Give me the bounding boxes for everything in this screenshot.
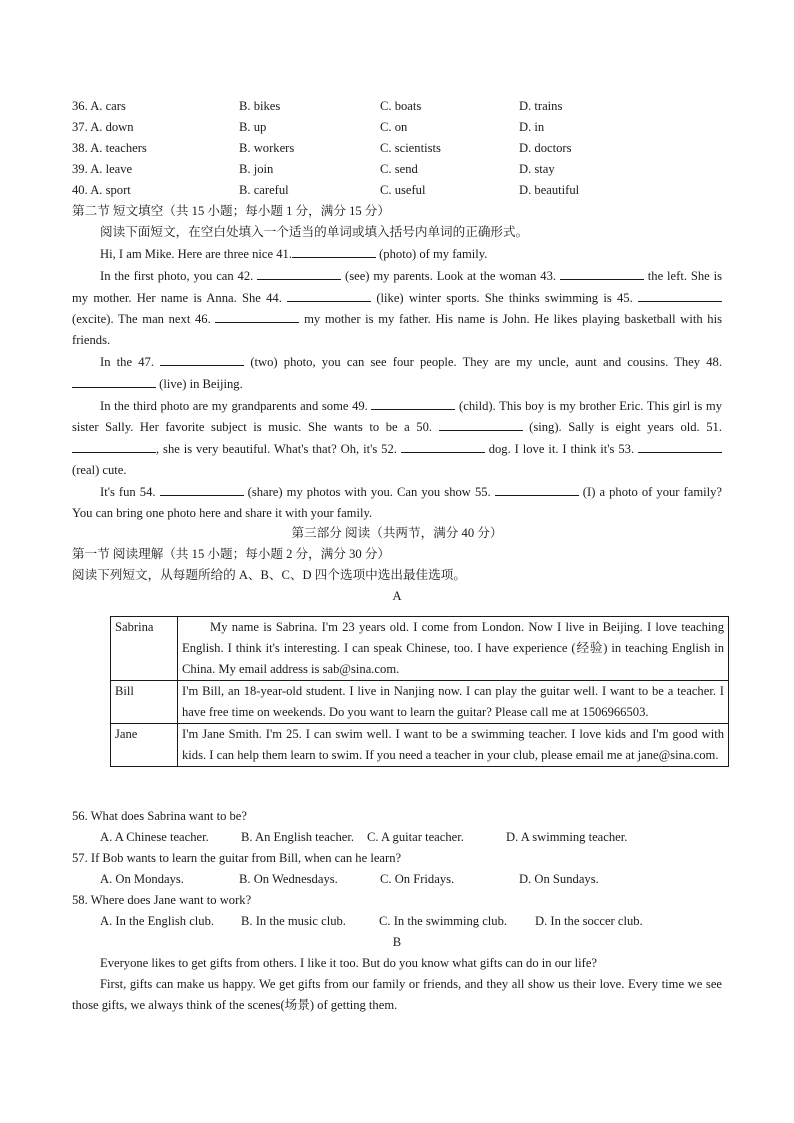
option-a: 40. A. sport: [72, 183, 131, 197]
exam-page: [72, 96, 722, 607]
question-58-stem: 58. Where does Jane want to work?: [72, 893, 252, 907]
option-d: D. trains: [519, 99, 563, 113]
answer-blank-42[interactable]: [257, 265, 341, 280]
answer-blank-52[interactable]: [401, 438, 485, 453]
cloze-paragraph-1: [72, 243, 722, 265]
text-run: (I) a photo of your family? You can bring one photo here and share it with your family.: [72, 484, 722, 520]
option-b: B. join: [239, 162, 274, 176]
ads-table: [110, 616, 729, 767]
question-57-options: [72, 869, 722, 890]
option-c[interactable]: C. In the swimming club.: [379, 914, 508, 928]
table-row: [111, 617, 729, 681]
part3-section1-heading: 第一节 阅读理解（共 15 小题；每小题 2 分，满分 30 分）: [72, 547, 390, 562]
answer-blank-53[interactable]: [638, 438, 722, 453]
table-cell-name: Bill: [111, 681, 178, 724]
option-c: C. send: [380, 162, 418, 176]
option-a: 36. A. cars: [72, 99, 126, 113]
option-d: D. beautiful: [519, 183, 580, 197]
question-58-options: [72, 911, 722, 932]
option-d: D. stay: [519, 162, 555, 176]
option-c: C. scientists: [380, 141, 441, 155]
option-a: 37. A. down: [72, 120, 134, 134]
option-d[interactable]: D. A swimming teacher.: [506, 830, 628, 844]
options-row-40: [72, 180, 722, 201]
question-56-options: [72, 827, 722, 848]
options-row-38: [72, 138, 722, 159]
text-run: It's fun 54.: [100, 484, 160, 499]
option-a: 38. A. teachers: [72, 141, 147, 155]
cloze-paragraph-3: [72, 351, 722, 395]
option-b: B. workers: [239, 141, 295, 155]
text-run: (two) photo, you can see four people. They are my uncle, aunt and cousins. They 48.: [244, 354, 722, 369]
text-run: (child). This boy is my brother Eric. This girl is my sister Sally. Her favorite subject is music. She wants to be a 50.: [72, 398, 723, 435]
answer-blank-43[interactable]: [560, 265, 644, 280]
table-cell-name: Jane: [111, 724, 178, 767]
answer-blank-44[interactable]: [287, 287, 371, 302]
table-cell-text: I'm Jane Smith. I'm 25. I can swim well. I want to be a swimming teacher. I love kids and I'm good with kids. I can help them learn to swim. If you need a teacher in your club, please email me at jane@sina.com.: [178, 724, 729, 767]
option-b: B. bikes: [239, 99, 281, 113]
option-c: C. on: [380, 120, 408, 134]
answer-blank-49[interactable]: [371, 395, 455, 410]
answer-blank-47[interactable]: [160, 351, 244, 366]
passage-b-paragraph-1: Everyone likes to get gifts from others. I like it too. But do you know what gifts can do in our life?: [100, 956, 598, 970]
answer-blank-48[interactable]: [72, 373, 156, 388]
table-cell-text: My name is Sabrina. I'm 23 years old. I come from London. Now I live in Beijing. I love teaching English. I think it's interesting. I can speak Chinese, too. I have experience (经验) in teaching English in China. My email address is sab@sina.com.: [178, 617, 729, 681]
text-run: , she is very beautiful. What's that? Oh, it's 52.: [156, 442, 401, 457]
question-56-stem: 56. What does Sabrina want to be?: [72, 809, 247, 823]
text-run: (excite). The man next 46.: [72, 312, 216, 327]
cloze-paragraph-5: [72, 481, 722, 524]
text-run: (real) cute.: [72, 462, 127, 477]
options-list: [72, 96, 722, 201]
text-run: In the 47.: [100, 354, 161, 369]
answer-blank-55[interactable]: [495, 481, 579, 496]
text-run: In the third photo are my grandparents and some 49.: [100, 398, 372, 413]
option-a[interactable]: A. On Mondays.: [100, 872, 184, 886]
option-c: C. boats: [380, 99, 422, 113]
option-b[interactable]: B. In the music club.: [241, 914, 346, 928]
option-c[interactable]: C. On Fridays.: [380, 872, 455, 886]
text-run: (photo) of my family.: [375, 247, 488, 261]
cloze-paragraph-4: [72, 395, 722, 481]
table-row: [111, 681, 729, 724]
text-run: (sing). Sally is eight years old. 51.: [522, 420, 723, 435]
answer-blank-54[interactable]: [160, 481, 244, 496]
option-d[interactable]: D. In the soccer club.: [535, 914, 643, 928]
option-b[interactable]: B. On Wednesdays.: [239, 872, 338, 886]
text-run: (like) winter sports. She thinks swimming is 45.: [371, 290, 638, 305]
answer-blank-41[interactable]: [292, 243, 376, 258]
option-b[interactable]: B. An English teacher.: [241, 830, 354, 844]
part3-heading: 第三部分 阅读（共两节，满分 40 分）: [291, 526, 503, 541]
section2-instruction: 阅读下面短文，在空白处填入一个适当的单词或填入括号内单词的正确形式。: [100, 225, 529, 239]
section2-heading: 第二节 短文填空（共 15 小题；每小题 1 分，满分 15 分）: [72, 204, 390, 218]
option-a[interactable]: A. In the English club.: [100, 914, 215, 928]
option-c: C. useful: [380, 183, 426, 197]
table-row: [111, 724, 729, 767]
answer-blank-50[interactable]: [439, 416, 523, 431]
table-cell-text: I'm Bill, an 18-year-old student. I live in Nanjing now. I can play the guitar well. I want to be a teacher. I have free time on weekends. Do you want to learn the guitar? Please call me at 1506966503.: [178, 681, 729, 724]
options-row-39: [72, 159, 722, 180]
table-cell-name: Sabrina: [111, 617, 178, 681]
option-d: D. doctors: [519, 141, 572, 155]
part3-instruction: 阅读下列短文，从每题所给的 A、B、C、D 四个选项中选出最佳选项。: [72, 568, 466, 583]
text-run: my mother is my father. His name is John. He likes playing basketball with his friends.: [72, 312, 722, 348]
text-run: Hi, I am Mike. Here are three nice 41.: [100, 247, 292, 261]
option-c[interactable]: C. A guitar teacher.: [367, 830, 464, 844]
option-a: 39. A. leave: [72, 162, 133, 176]
cloze-paragraph-2: [72, 265, 722, 351]
text-run: (share) my photos with you. Can you show 55.: [243, 484, 495, 499]
passage-b-paragraph-2: First, gifts can make us happy. We get gifts from our family or friends, and they all show us their love. Every time we see those gifts, we always think of the scenes(场景) of getting them.: [72, 976, 722, 1012]
answer-blank-51[interactable]: [72, 438, 156, 453]
option-a[interactable]: A. A Chinese teacher.: [100, 830, 209, 844]
question-57-stem: 57. If Bob wants to learn the guitar from Bill, when can he learn?: [72, 851, 402, 865]
option-b: B. careful: [239, 183, 289, 197]
text-run: In the first photo, you can 42.: [100, 268, 258, 283]
text-run: (see) my parents. Look at the woman 43.: [341, 268, 560, 283]
answer-blank-45[interactable]: [638, 287, 722, 302]
answer-blank-46[interactable]: [215, 308, 299, 323]
passage-b-label: B: [392, 935, 402, 949]
text-run: dog. I love it. I think it's 53.: [484, 442, 639, 457]
options-row-36: [72, 96, 722, 117]
text-run: (live) in Beijing.: [156, 376, 243, 391]
option-d: D. in: [519, 120, 545, 134]
text-run: the left. She is my mother. Her name is Anna. She 44.: [72, 268, 722, 305]
options-row-37: [72, 117, 722, 138]
passage-a-label: A: [392, 589, 402, 604]
option-d[interactable]: D. On Sundays.: [519, 872, 599, 886]
questions-block: [72, 806, 722, 1015]
option-b: B. up: [239, 120, 267, 134]
